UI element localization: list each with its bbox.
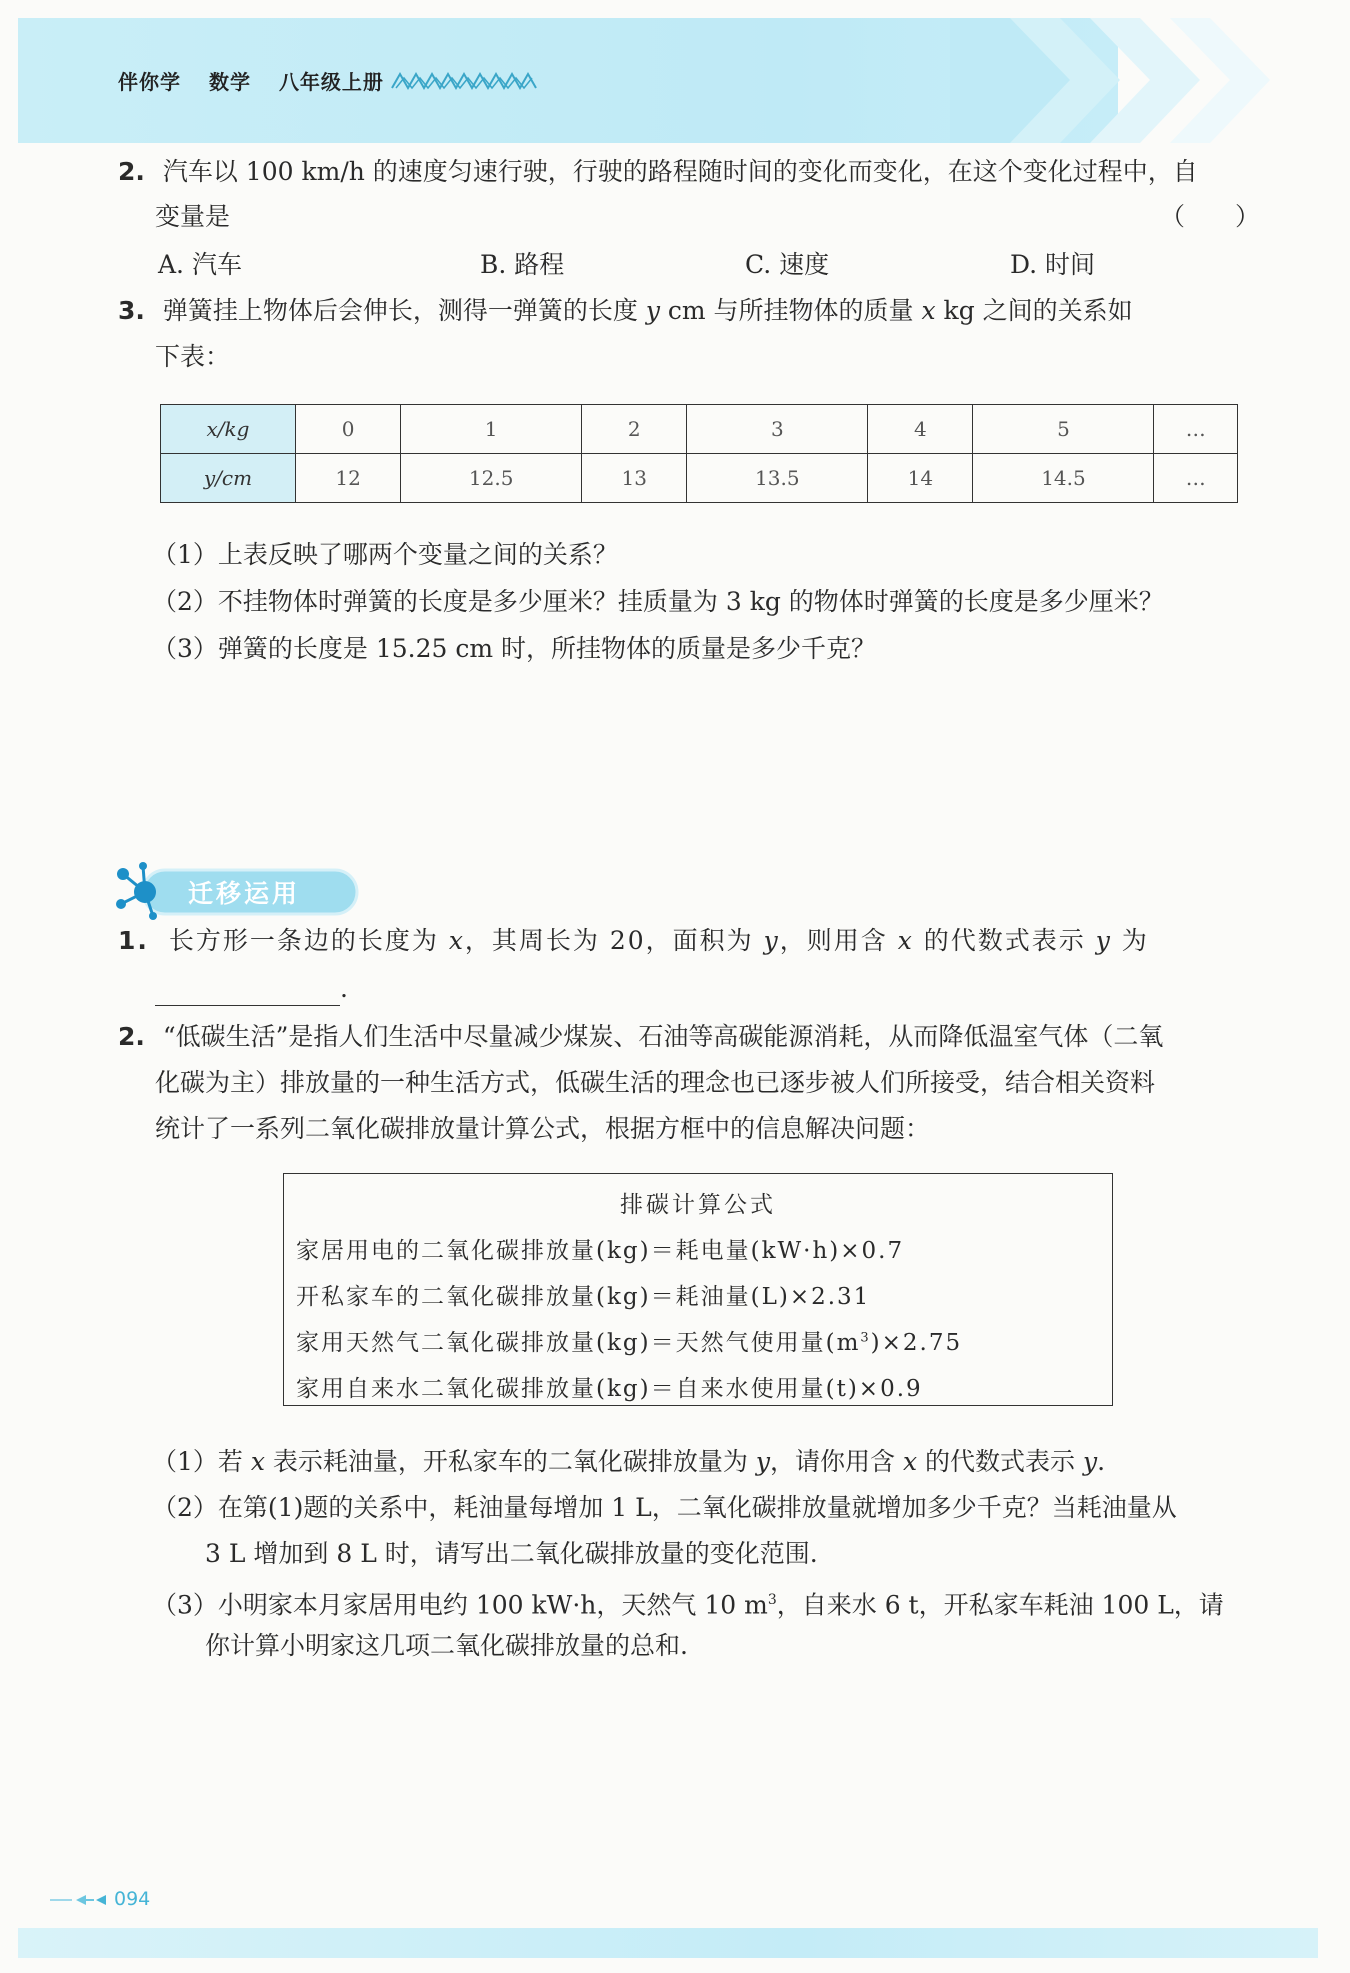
q2-option-a: A. 汽车	[158, 250, 242, 279]
t2-sub1-y: y	[755, 1447, 770, 1476]
t2-sub1-x2: x	[902, 1447, 918, 1476]
q3-text-c: kg 之间的关系如	[935, 296, 1133, 325]
formula-box	[283, 1173, 1113, 1406]
table-cell: 12	[296, 454, 401, 503]
t2-sub1-c: ，请你用含	[770, 1447, 903, 1476]
table-cell: …	[1154, 405, 1238, 454]
t1-var-x: x	[448, 926, 465, 955]
t1-var-y: y	[763, 926, 780, 955]
t1-text-a: 长方形一条边的长度为	[168, 926, 449, 955]
header-grade: 八年级上册	[278, 70, 384, 94]
t1-answer-blank	[155, 972, 348, 1006]
q2-answer-paren: （ ）	[1160, 202, 1261, 231]
q3-text-b: cm 与所挂物体的质量	[659, 296, 922, 325]
section-title: 迁移运用	[188, 879, 301, 908]
table-cell: 14.5	[973, 454, 1154, 503]
t2-text-1: “低碳生活”是指人们生活中尽量减少煤炭、石油等高碳能源消耗，从而降低温室气体（二氧	[162, 1022, 1164, 1051]
t1-text-c: ，则用含	[779, 926, 898, 955]
t2-sub3-line2: 你计算小明家这几项二氧化碳排放量的总和.	[205, 1631, 688, 1660]
header-chevron-decoration	[950, 18, 1350, 143]
t2-sub2-line2: 3 L 增加到 8 L 时，请写出二氧化碳排放量的变化范围.	[205, 1539, 818, 1568]
formula-gas-b: )×2.75	[870, 1330, 963, 1356]
header-book: 伴你学	[118, 70, 181, 94]
t2-sub1-e: .	[1097, 1447, 1106, 1476]
t1-text-e: 为	[1111, 926, 1149, 955]
t2-sub1-x: x	[250, 1447, 265, 1476]
q2-line2: 变量是	[155, 202, 231, 231]
q3-var-x: x	[921, 296, 936, 325]
table-cell: 1	[401, 405, 582, 454]
header-title	[118, 66, 404, 95]
t2-sub1-d: 的代数式表示	[917, 1447, 1083, 1476]
t2-line2: 化碳为主）排放量的一种生活方式，低碳生活的理念也已逐步被人们所接受，结合相关资料	[155, 1068, 1156, 1097]
q3-number: 3.	[118, 296, 145, 325]
page-number: 094	[114, 1888, 151, 1910]
t2-sub1-y2: y	[1082, 1447, 1098, 1476]
table-cell: 4	[868, 405, 973, 454]
table-cell: 13.5	[687, 454, 868, 503]
table-cell: 2	[582, 405, 687, 454]
q3-text-a: 弹簧挂上物体后会伸长，测得一弹簧的长度	[162, 296, 646, 325]
table-row	[161, 454, 1238, 503]
table-cell: 3	[687, 405, 868, 454]
formula-car: 开私家车的二氧化碳排放量(kg)＝耗油量(L)×2.31	[296, 1284, 871, 1310]
t1-text-d: 的代数式表示	[913, 926, 1096, 955]
section-badge	[113, 860, 363, 922]
q3-sub3: （3）弹簧的长度是 15.25 cm 时，所挂物体的质量是多少千克？	[152, 634, 877, 663]
t2-sub2-line1: （2）在第(1)题的关系中，耗油量每增加 1 L，二氧化碳排放量就增加多少千克？当耗油量从	[152, 1493, 1177, 1522]
table-head-y: y/cm	[161, 454, 296, 503]
t1-blank-end: .	[340, 974, 348, 1003]
t1-text-b: ，其周长为 20，面积为	[464, 926, 764, 955]
t2-sub1-a: （1）若	[152, 1447, 251, 1476]
formula-gas	[296, 1324, 962, 1357]
t2-line3: 统计了一系列二氧化碳排放量计算公式，根据方框中的信息解决问题：	[155, 1114, 931, 1143]
spring-data-table	[160, 404, 1238, 503]
table-cell: …	[1154, 454, 1238, 503]
q3-var-y: y	[645, 296, 660, 325]
page-arrow-icon	[50, 1893, 112, 1907]
table-cell: 14	[868, 454, 973, 503]
formula-gas-a: 家用天然气二氧化碳排放量(kg)＝天然气使用量(m	[296, 1330, 861, 1356]
q3-sub1: （1）上表反映了哪两个变量之间的关系？	[152, 540, 618, 569]
t2-number: 2.	[118, 1022, 145, 1051]
formula-box-title: 排碳计算公式	[620, 1192, 776, 1218]
t2-sub1	[152, 1445, 1105, 1479]
q2-option-d: D. 时间	[1010, 250, 1096, 279]
zigzag-decoration-icon	[390, 70, 540, 90]
header-subject: 数学	[208, 70, 251, 94]
t2-sub1-b: 表示耗油量，开私家车的二氧化碳排放量为	[264, 1447, 756, 1476]
t1-var-y2: y	[1095, 926, 1112, 955]
t2-sub3-line1	[152, 1583, 1224, 1622]
table-cell: 12.5	[401, 454, 582, 503]
table-cell: 13	[582, 454, 687, 503]
t1-number: 1.	[118, 926, 149, 955]
q2-option-b: B. 路程	[480, 250, 565, 279]
formula-water: 家用自来水二氧化碳排放量(kg)＝自来水使用量(t)×0.9	[296, 1376, 923, 1402]
table-row	[161, 405, 1238, 454]
t1-line1	[118, 924, 1149, 958]
table-cell: 0	[296, 405, 401, 454]
q2-line1	[118, 155, 1198, 189]
t2-line1	[118, 1020, 1163, 1054]
table-cell: 5	[973, 405, 1154, 454]
t1-var-x2: x	[897, 926, 914, 955]
formula-gas-sup: 3	[860, 1330, 871, 1346]
table-head-x: x/kg	[161, 405, 296, 454]
formula-electricity: 家居用电的二氧化碳排放量(kg)＝耗电量(kW·h)×0.7	[296, 1238, 905, 1264]
q3-line1	[118, 294, 1133, 328]
q2-text: 汽车以 100 km/h 的速度匀速行驶，行驶的路程随时间的变化而变化，在这个变化过程中，自	[162, 157, 1198, 186]
q2-number: 2.	[118, 157, 145, 186]
q2-option-c: C. 速度	[745, 250, 830, 279]
footer-band	[18, 1928, 1318, 1958]
q3-sub2: （2）不挂物体时弹簧的长度是多少厘米？挂质量为 3 kg 的物体时弹簧的长度是多少厘米？	[152, 587, 1164, 616]
t2-sub3-b: ，自来水 6 t，开私家车耗油 100 L，请	[776, 1590, 1224, 1620]
t2-sub3-a: （3）小明家本月家居用电约 100 kW·h，天然气 10 m	[152, 1590, 768, 1620]
q3-line2: 下表：	[155, 342, 231, 371]
t2-sub3-sup: 3	[767, 1592, 777, 1608]
